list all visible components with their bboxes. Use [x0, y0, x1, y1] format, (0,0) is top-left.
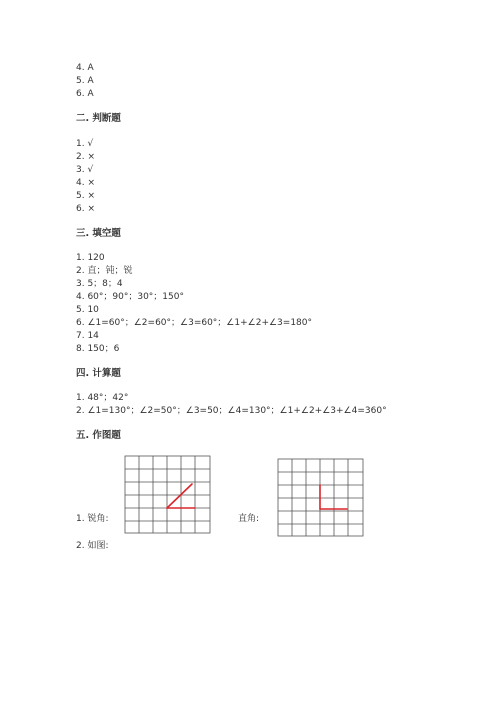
acute-angle-grid	[124, 455, 212, 535]
fill-answer-3: 3. 5；8；4	[76, 279, 123, 289]
fill-heading: 三. 填空题	[76, 228, 121, 239]
fill-answer-5: 5. 10	[76, 305, 99, 315]
fill-answer-1: 1. 120	[76, 253, 105, 263]
acute-angle-label: 1. 锐角:	[76, 514, 109, 524]
calc-answer-2: 2. ∠1=130°；∠2=50°；∠3=50；∠4=130°；∠1+∠2+∠3+∠4=360°	[76, 406, 387, 416]
fill-answer-2: 2. 直；钝；锐	[76, 266, 133, 276]
draw-item-2-label: 2. 如图:	[76, 541, 109, 551]
fill-answer-6: 6. ∠1=60°；∠2=60°；∠3=60°；∠1+∠2+∠3=180°	[76, 318, 312, 328]
calc-heading: 四. 计算题	[76, 368, 121, 379]
choice-answer-4: 4. A	[76, 63, 94, 73]
fill-answer-4: 4. 60°；90°；30°；150°	[76, 292, 184, 302]
judge-answer-1: 1. √	[76, 139, 94, 149]
judge-answer-5: 5. ×	[76, 191, 95, 201]
fill-answer-8: 8. 150；6	[76, 344, 120, 354]
acute-angle-slant-ray	[167, 484, 192, 508]
judge-answer-6: 6. ×	[76, 204, 95, 214]
fill-answer-7: 7. 14	[76, 331, 99, 341]
draw-heading: 五. 作图题	[76, 430, 121, 441]
judge-answer-4: 4. ×	[76, 178, 95, 188]
choice-answer-6: 6. A	[76, 89, 94, 99]
choice-answer-5: 5. A	[76, 76, 94, 86]
judge-answer-3: 3. √	[76, 165, 94, 175]
judge-heading: 二. 判断题	[76, 113, 121, 124]
right-angle-grid	[277, 458, 365, 538]
right-angle-label: 直角:	[238, 514, 260, 524]
calc-answer-1: 1. 48°；42°	[76, 393, 129, 403]
judge-answer-2: 2. ×	[76, 152, 95, 162]
